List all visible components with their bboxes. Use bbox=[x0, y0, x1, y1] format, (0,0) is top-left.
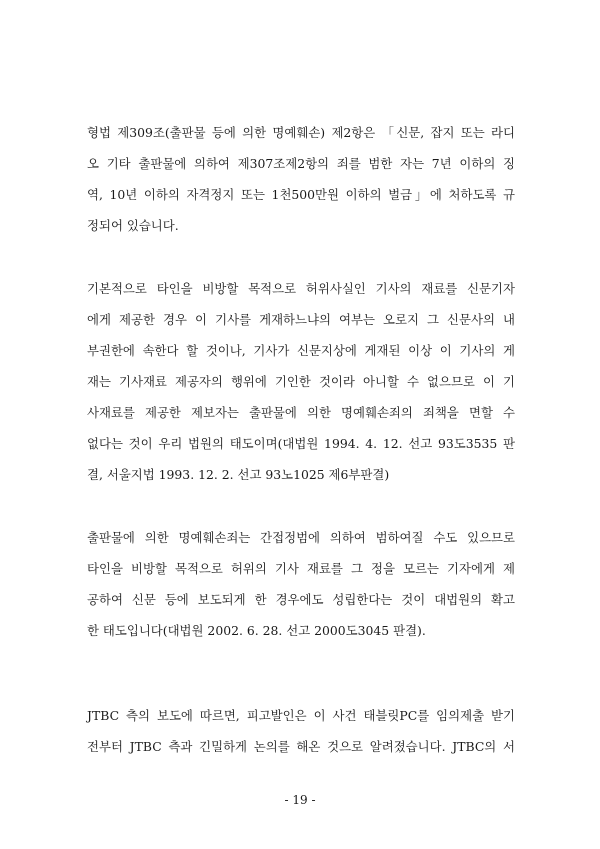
paragraph-line: 재는 기사재료 제공자의 행위에 기인한 것이라 아니할 수 없으므로 이 기 bbox=[87, 374, 515, 389]
paragraph-line: 정되어 있습니다. bbox=[87, 218, 179, 233]
paragraph-line: 공하여 신문 등에 보도되게 한 경우에도 성립한다는 것이 대법원의 확고 bbox=[87, 592, 515, 607]
paragraph-line: JTBC 측의 보도에 따르면, 피고발인은 이 사건 태블릿PC를 임의제출 받기 bbox=[87, 708, 515, 723]
paragraph-line: 에게 제공한 경우 이 기사를 게재하느냐의 여부는 오로지 그 신문사의 내 bbox=[87, 312, 515, 327]
paragraph-line: 오 기타 출판물에 의하여 제307조제2항의 죄를 범한 자는 7년 이하의 징 bbox=[87, 156, 515, 171]
paragraph-line: 형법 제309조(출판물 등에 의한 명예훼손) 제2항은 「신문, 잡지 또는 라디 bbox=[87, 125, 515, 140]
paragraph-line: 결, 서울지법 1993. 12. 2. 선고 93노1025 제6부판결) bbox=[87, 467, 390, 482]
paragraph-line: 출판물에 의한 명예훼손죄는 간접정범에 의하여 범하여질 수도 있으므로 bbox=[87, 530, 515, 545]
paragraph-line: 한 태도입니다(대법원 2002. 6. 28. 선고 2000도3045 판결). bbox=[87, 623, 426, 638]
paragraph-line: 부권한에 속한다 할 것이나, 기사가 신문지상에 게재된 이상 이 기사의 게 bbox=[87, 343, 515, 358]
paragraph-line: 없다는 것이 우리 법원의 태도이며(대법원 1994. 4. 12. 선고 93도3535 판 bbox=[87, 436, 515, 451]
paragraph-line: 타인을 비방할 목적으로 허위의 기사 재료를 그 정을 모르는 기자에게 제 bbox=[87, 561, 515, 576]
paragraph-line: 전부터 JTBC 측과 긴밀하게 논의를 해온 것으로 알려졌습니다. JTBC의 서 bbox=[87, 739, 515, 754]
paragraph-line: 사재료를 제공한 제보자는 출판물에 의한 명예훼손죄의 죄책을 면할 수 bbox=[87, 405, 515, 420]
paragraph-line: 기본적으로 타인을 비방할 목적으로 허위사실인 기사의 재료를 신문기자 bbox=[87, 281, 515, 296]
page-number: - 19 - bbox=[284, 793, 316, 807]
paragraph-line: 역, 10년 이하의 자격정지 또는 1천500만원 이하의 벌금」에 처하도록 규 bbox=[87, 187, 515, 202]
